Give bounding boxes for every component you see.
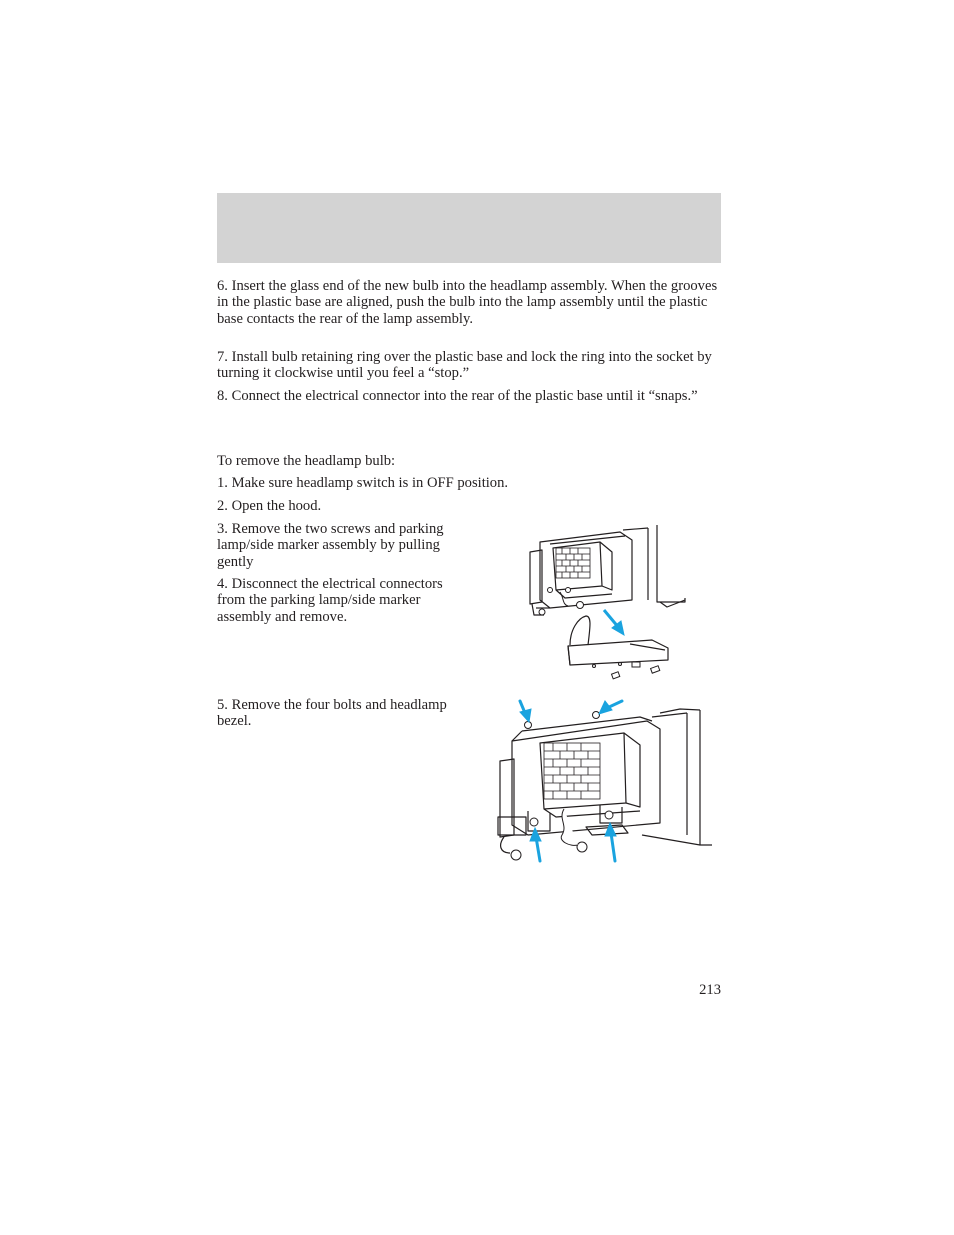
step-7-text: 7. Install bulb retaining ring over the plastic base and lock the ring into the socket by turning it clockwise until you feel a “stop.”	[217, 349, 712, 382]
step-8-text: 8. Connect the electrical connector into the rear of the plastic base until it “snaps.”	[217, 388, 698, 404]
remove-step-2-text: 2. Open the hood.	[217, 498, 322, 514]
remove-step-3-text: 3. Remove the two screws and parking lamp/side marker assembly by pulling gently	[217, 521, 444, 570]
page-number: 213	[699, 982, 721, 998]
remove-step-5-text: 5. Remove the four bolts and headlamp bezel.	[217, 697, 447, 730]
parking-lamp-removal-illustration	[520, 520, 695, 685]
remove-step-4-text: 4. Disconnect the electrical connectors from the parking lamp/side marker assembly and remove.	[217, 576, 443, 625]
step-6-text: 6. Insert the glass end of the new bulb into the headlamp assembly. When the grooves in the plastic base are aligned, push the bulb into the lamp assembly until the plastic base contacts the rear of the lamp assembly.	[217, 278, 718, 327]
section-header-band	[217, 193, 721, 263]
headlamp-bezel-bolts-illustration	[492, 695, 714, 867]
remove-step-1-text: 1. Make sure headlamp switch is in OFF position.	[217, 475, 509, 491]
remove-intro-text: To remove the headlamp bulb:	[217, 453, 396, 469]
